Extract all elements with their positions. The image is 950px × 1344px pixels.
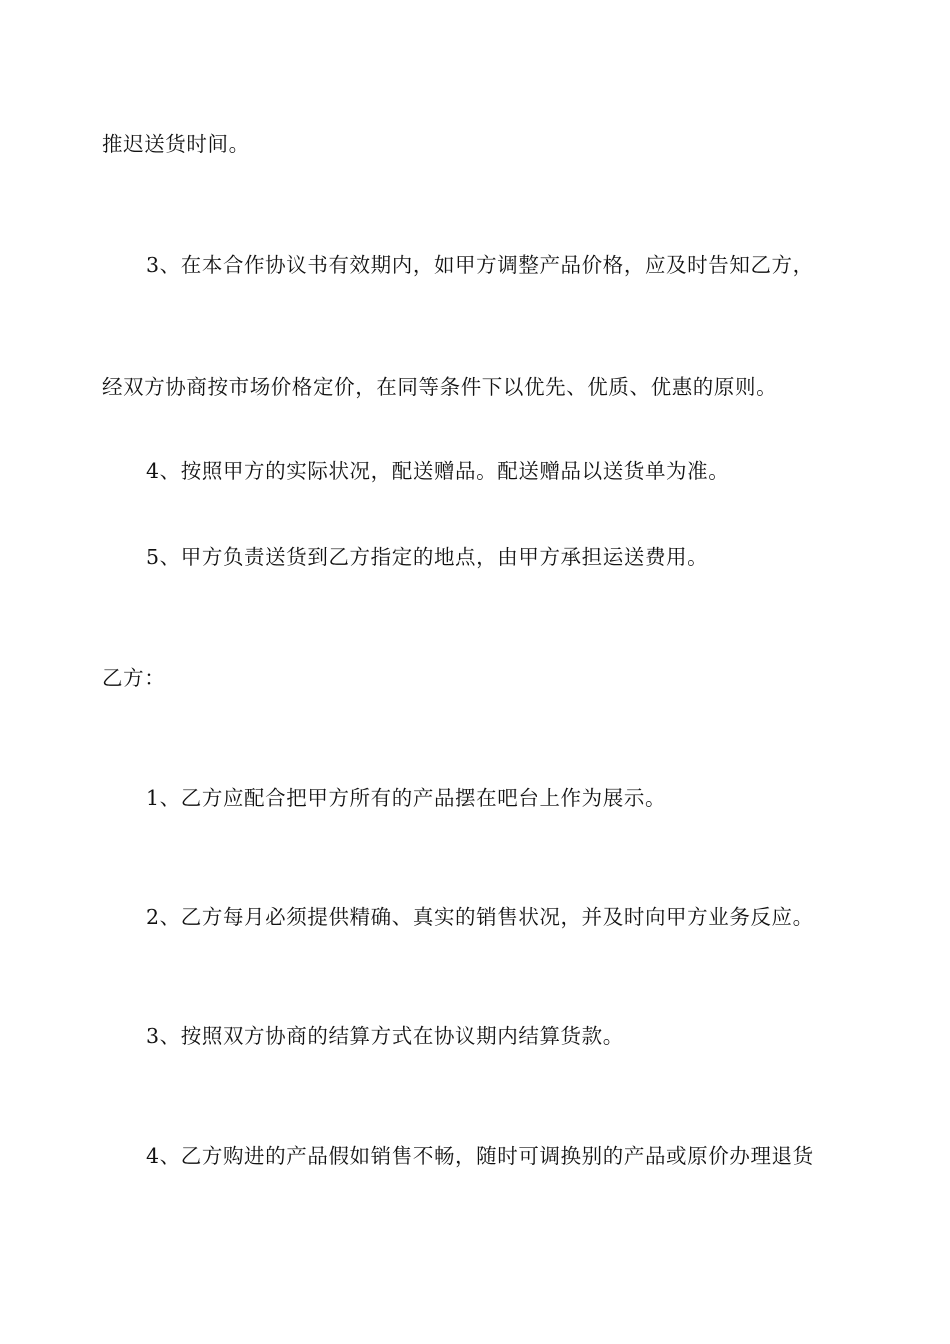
clause-party-b-3: 3、按照双方协商的结算方式在协议期内结算货款。: [146, 1024, 624, 1048]
paragraph-continuation: 推迟送货时间。: [102, 132, 250, 156]
clause-party-a-3-line-1: 3、在本合作协议书有效期内，如甲方调整产品价格，应及时告知乙方，: [146, 253, 814, 277]
clause-party-b-1: 1、乙方应配合把甲方所有的产品摆在吧台上作为展示。: [146, 786, 667, 810]
section-heading-party-b: 乙方：: [102, 666, 166, 690]
clause-party-a-3-line-2: 经双方协商按市场价格定价，在同等条件下以优先、优质、优惠的原则。: [102, 375, 778, 399]
clause-party-b-4: 4、乙方购进的产品假如销售不畅，随时可调换别的产品或原价办理退货: [146, 1144, 814, 1168]
clause-party-a-5: 5、甲方负责送货到乙方指定的地点，由甲方承担运送费用。: [146, 545, 709, 569]
clause-party-b-2: 2、乙方每月必须提供精确、真实的销售状况，并及时向甲方业务反应。: [146, 905, 814, 929]
clause-party-a-4: 4、按照甲方的实际状况，配送赠品。配送赠品以送货单为准。: [146, 459, 730, 483]
